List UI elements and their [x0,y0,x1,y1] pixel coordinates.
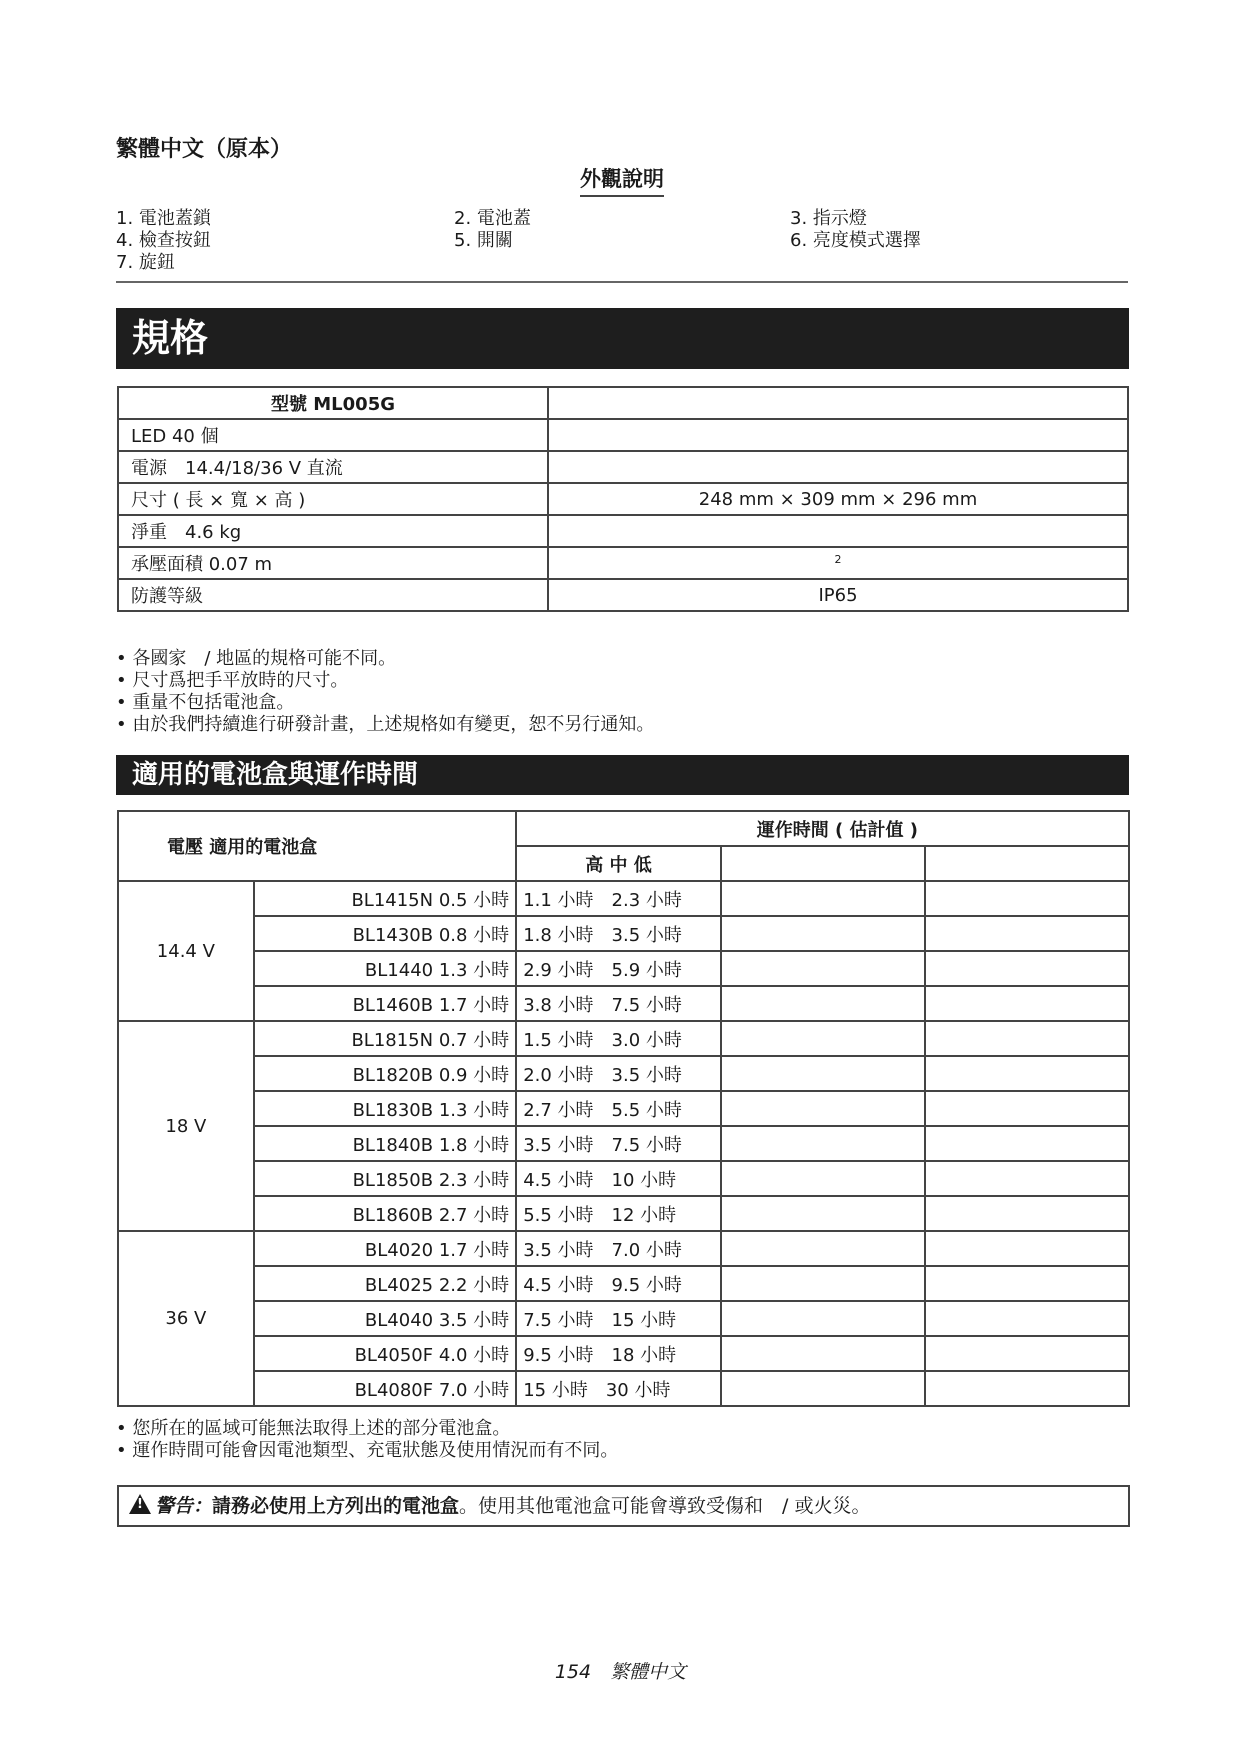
note-item: • 尺寸爲把手平放時的尺寸。 [116,670,1116,692]
parts-row [116,230,1126,252]
note-item: • 由於我們持續進行研發計畫，上述規格如有變更，恕不另行通知。 [116,714,1116,736]
spec-label: 淨重 4.6 kg [118,515,548,547]
battery-table [117,810,1130,1407]
battery-model: BL4025 2.2 小時 [254,1266,516,1301]
part-item: 7. 旋鈕 [116,252,175,273]
table-row [118,1371,1129,1406]
spec-label: 防護等級 [118,579,548,611]
table-row [118,986,1129,1021]
battery-model: BL1830B 1.3 小時 [254,1091,516,1126]
table-cell [925,1196,1129,1231]
table-cell [721,951,926,986]
page-footer [0,1657,1241,1684]
battery-model: BL1860B 2.7 小時 [254,1196,516,1231]
table-cell [925,986,1129,1021]
table-cell [721,846,926,881]
table-row [118,1021,1129,1056]
part-item: 5. 開關 [454,230,513,251]
levels-head: 高 中 低 [516,846,721,881]
table-cell [721,1161,926,1196]
battery-model: BL1815N 0.7 小時 [254,1021,516,1056]
battery-model: BL1440 1.3 小時 [254,951,516,986]
spec-value: IP65 [548,579,1128,611]
spec-label: 承壓面積 0.07 m [118,547,548,579]
footer-language: 繁體中文 [610,1661,687,1683]
runtime-values: 4.5 小時 9.5 小時 [516,1266,721,1301]
appearance-section-title: 外觀說明 [580,163,664,197]
table-row [118,811,1129,846]
table-cell [925,1056,1129,1091]
spec-value: 248 mm × 309 mm × 296 mm [548,483,1128,515]
table-cell [925,1371,1129,1406]
table-cell [721,881,926,916]
battery-model: BL1850B 2.3 小時 [254,1161,516,1196]
table-cell [721,1266,926,1301]
battery-model: BL1840B 1.8 小時 [254,1126,516,1161]
warning-text: 。使用其他電池盒可能會導致受傷和 / 或火災。 [459,1495,871,1517]
table-cell [721,1056,926,1091]
table-row [118,1056,1129,1091]
battery-section-title: 適用的電池盒與運作時間 [116,755,1129,795]
spec-value [548,451,1128,483]
note-item: • 重量不包括電池盒。 [116,692,1116,714]
part-item: 3. 指示燈 [790,208,867,229]
table-cell [721,1336,926,1371]
document-language-heading: 繁體中文（原本） [116,137,293,162]
voltage-cell: 14.4 V [118,881,254,1021]
parts-list [116,208,1126,274]
page-number: 154 [554,1661,592,1683]
runtime-values: 1.8 小時 3.5 小時 [516,916,721,951]
runtime-head: 運作時間 ( 估計值 ) [516,811,1129,846]
table-row [118,387,1128,419]
table-cell [925,916,1129,951]
runtime-values: 4.5 小時 10 小時 [516,1161,721,1196]
table-cell [721,1091,926,1126]
spec-table [117,386,1129,612]
table-cell [925,951,1129,986]
voltage-cell: 36 V [118,1231,254,1406]
table-cell [721,1196,926,1231]
table-row [118,881,1129,916]
part-item: 6. 亮度模式選擇 [790,230,921,251]
runtime-values: 2.7 小時 5.5 小時 [516,1091,721,1126]
table-cell [925,881,1129,916]
battery-head-left: 電壓 適用的電池盒 [118,811,516,881]
table-cell [721,1126,926,1161]
note-item: • 各國家 / 地區的規格可能不同。 [116,648,1116,670]
table-cell [925,846,1129,881]
warning-label: 警告： [155,1495,213,1517]
battery-model: BL1415N 0.5 小時 [254,881,516,916]
parts-row [116,252,1126,274]
spec-label: 電源 14.4/18/36 V 直流 [118,451,548,483]
table-cell [925,1301,1129,1336]
divider [116,281,1128,283]
spec-model: 型號 ML005G [118,387,548,419]
table-row [118,1126,1129,1161]
table-row [118,579,1128,611]
runtime-values: 2.9 小時 5.9 小時 [516,951,721,986]
runtime-values: 15 小時 30 小時 [516,1371,721,1406]
table-row [118,1336,1129,1371]
runtime-values: 7.5 小時 15 小時 [516,1301,721,1336]
warning-box [117,1485,1130,1527]
battery-model: BL1460B 1.7 小時 [254,986,516,1021]
spec-section-title: 規格 [116,308,1129,369]
table-row [118,1231,1129,1266]
spec-value [548,547,1128,579]
runtime-values: 1.5 小時 3.0 小時 [516,1021,721,1056]
table-cell [925,1231,1129,1266]
note-item: • 您所在的區域可能無法取得上述的部分電池盒。 [116,1418,1116,1440]
table-row [118,916,1129,951]
runtime-values: 3.5 小時 7.5 小時 [516,1126,721,1161]
table-cell [548,387,1128,419]
superscript: 2 [834,552,842,566]
spec-notes [116,648,1116,736]
runtime-values: 5.5 小時 12 小時 [516,1196,721,1231]
table-row [118,951,1129,986]
battery-model: BL4040 3.5 小時 [254,1301,516,1336]
table-cell [925,1126,1129,1161]
parts-row [116,208,1126,230]
runtime-values: 3.5 小時 7.0 小時 [516,1231,721,1266]
part-item: 2. 電池蓋 [454,208,531,229]
table-row [118,1091,1129,1126]
table-cell [721,986,926,1021]
note-item: • 運作時間可能會因電池類型、充電狀態及使用情況而有不同。 [116,1440,1116,1462]
table-cell [925,1161,1129,1196]
table-row [118,1196,1129,1231]
runtime-values: 2.0 小時 3.5 小時 [516,1056,721,1091]
battery-model: BL1430B 0.8 小時 [254,916,516,951]
table-cell [925,1336,1129,1371]
table-row [118,451,1128,483]
spec-label: LED 40 個 [118,419,548,451]
table-row [118,1301,1129,1336]
runtime-values: 9.5 小時 18 小時 [516,1336,721,1371]
table-cell [925,1091,1129,1126]
table-row [118,1266,1129,1301]
table-row [118,547,1128,579]
spec-value [548,515,1128,547]
table-cell [721,916,926,951]
table-row [118,483,1128,515]
table-cell [721,1301,926,1336]
table-cell [721,1231,926,1266]
table-cell [721,1371,926,1406]
part-item: 4. 檢查按鈕 [116,230,211,251]
spec-label: 尺寸 ( 長 × 寬 × 高 ) [118,483,548,515]
table-cell [925,1021,1129,1056]
warning-bold-text: 請務必使用上方列出的電池盒 [212,1495,460,1517]
runtime-values: 3.8 小時 7.5 小時 [516,986,721,1021]
table-row [118,515,1128,547]
runtime-values: 1.1 小時 2.3 小時 [516,881,721,916]
table-row [118,419,1128,451]
warning-icon [129,1494,151,1514]
table-cell [925,1266,1129,1301]
voltage-cell: 18 V [118,1021,254,1231]
table-cell [721,1021,926,1056]
spec-value [548,419,1128,451]
battery-model: BL4080F 7.0 小時 [254,1371,516,1406]
battery-notes [116,1418,1116,1462]
table-row [118,1161,1129,1196]
battery-model: BL1820B 0.9 小時 [254,1056,516,1091]
battery-model: BL4050F 4.0 小時 [254,1336,516,1371]
part-item: 1. 電池蓋鎖 [116,208,211,229]
battery-model: BL4020 1.7 小時 [254,1231,516,1266]
